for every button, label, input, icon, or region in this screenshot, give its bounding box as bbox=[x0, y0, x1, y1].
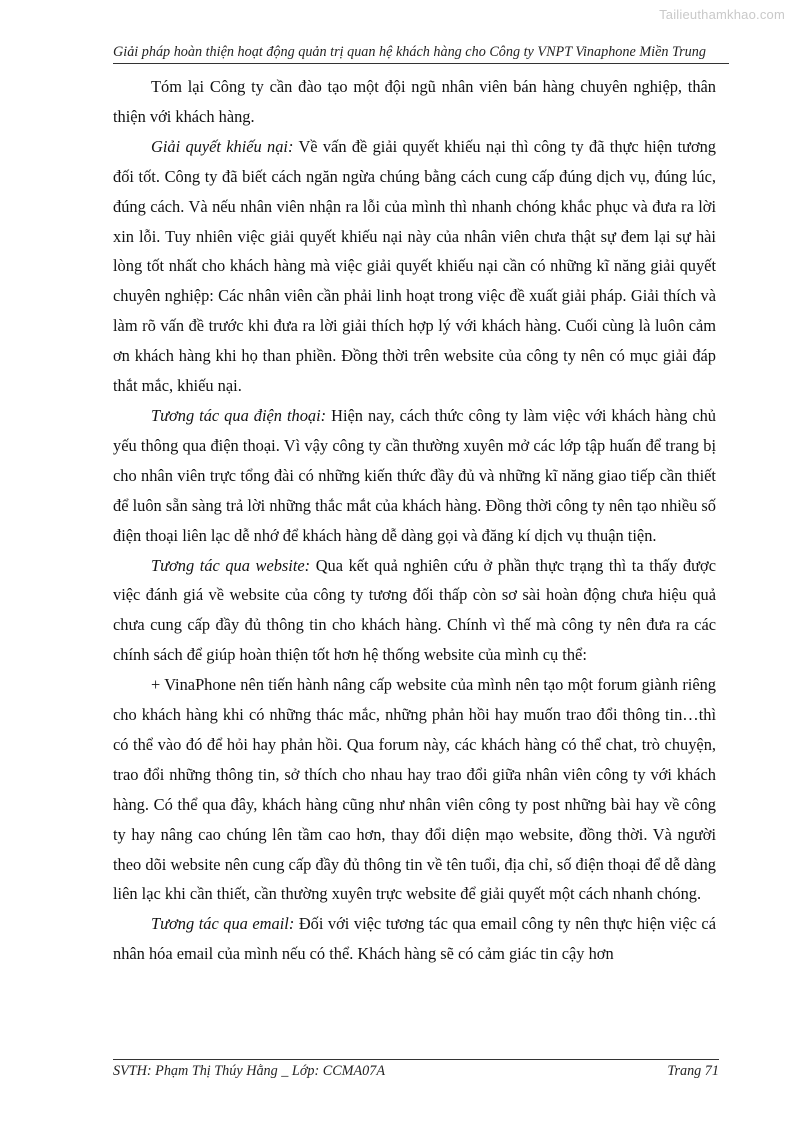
footer-author: SVTH: Phạm Thị Thúy Hằng _ Lớp: CCMA07A bbox=[113, 1063, 386, 1079]
paragraph-lead: Giải quyết khiếu nại: bbox=[151, 136, 294, 156]
paragraph: Tương tác qua website: Qua kết quả nghiên cứu ở phần thực trạng thì ta thấy được việc đánh giá về website của công ty tương đối thấp còn sơ sài hoàn động chưa hiệu quả chưa cung cấp đầy đủ thông tin cho khách hàng. Chính vì thế mà công ty nên đưa ra các chính sách để giúp hoàn thiện tốt hơn hệ thống website của mình cụ thể: bbox=[113, 555, 717, 665]
page-header: Giải pháp hoàn thiện hoạt động quản trị quan hệ khách hàng cho Công ty VNPT Vinaphone Miền Trung bbox=[113, 44, 729, 64]
paragraph-lead: Tương tác qua email: bbox=[151, 914, 295, 934]
page-footer bbox=[113, 1059, 719, 1080]
paragraph: + VinaPhone nên tiến hành nâng cấp website của mình nên tạo một forum giành riêng cho khách hàng khi có những thác mắc, những phản hồi hay muốn trao đổi thông tin…thì có thể vào đó để hỏi hay phản hồi. Qua forum này, các khách hàng có thể chat, trò chuyện, trao đổi những thông tin, sở thích cho nhau hay trao đổi giữa nhân viên công ty với khách hàng. Có thể qua đây, khách hàng cũng như nhân viên công ty post những bài hay về công ty hay nâng cao chúng lên tầm cao hơn, thay đổi diện mạo website, đồng thời. Và người theo dõi website nên cung cấp đầy đủ thông tin về tên tuổi, địa chỉ, số điện thoại để dễ dàng liên lạc khi cần thiết, cần thường xuyên trực website để giải quyết một cách nhanh chóng. bbox=[113, 675, 716, 904]
paragraph-lead: Tương tác qua website: bbox=[151, 555, 311, 575]
paragraph-lead: Tương tác qua điện thoại: bbox=[151, 405, 327, 425]
paragraph: Giải quyết khiếu nại: Về vấn đề giải quyết khiếu nại thì công ty đã thực hiện tương đối tốt. Công ty đã biết cách ngăn ngừa chúng bằng cách cung cấp đúng dịch vụ, đúng lúc, đúng cách. Và nếu nhân viên nhận ra lỗi của mình thì nhanh chóng khắc phục và đưa ra lời xin lỗi. Tuy nhiên việc giải quyết khiếu nại này của nhân viên chưa thật sự đem lại sự hài lòng tốt nhất cho khách hàng mà việc giải quyết khiếu nại cần có những kĩ năng giải quyết chuyên nghiệp: Các nhân viên cần phải linh hoạt trong việc đề xuất giải pháp. Giải thích và làm rõ vấn đề trước khi đưa ra lời giải thích hợp lý với khách hàng. Cuối cùng là luôn cảm ơn khách hàng khi họ than phiền. Đồng thời trên website của công ty nên có mục giải đáp thắt mắc, khiếu nại. bbox=[113, 136, 716, 396]
paragraph: Tóm lại Công ty cần đào tạo một đội ngũ nhân viên bán hàng chuyên nghiệp, thân thiện với khách hàng. bbox=[113, 77, 716, 126]
paragraph: Tương tác qua email: Đối với việc tương tác qua email công ty nên thực hiện việc cá nhân hóa email của mình nếu có thể. Khách hàng sẽ có cảm giác tin cậy hơn bbox=[113, 914, 716, 964]
document-body bbox=[113, 72, 716, 969]
paragraph: Tương tác qua điện thoại: Hiện nay, cách thức công ty làm việc với khách hàng chủ yếu thông qua điện thoại. Vì vậy công ty cần thường xuyên mở các lớp tập huấn để trang bị cho nhân viên trực tổng đài có những kiến thức đầy đủ và những kĩ năng giao tiếp cần thiết để luôn sẵn sàng trả lời những thắc mắt của khách hàng. Đồng thời công ty nên tạo nhiều số điện thoại liên lạc dễ nhớ để khách hàng dễ dàng gọi và đăng kí dịch vụ thuận tiện. bbox=[113, 405, 716, 545]
watermark: Tailieuthamkhao.com bbox=[659, 7, 785, 22]
page-number: Trang 71 bbox=[667, 1063, 719, 1079]
